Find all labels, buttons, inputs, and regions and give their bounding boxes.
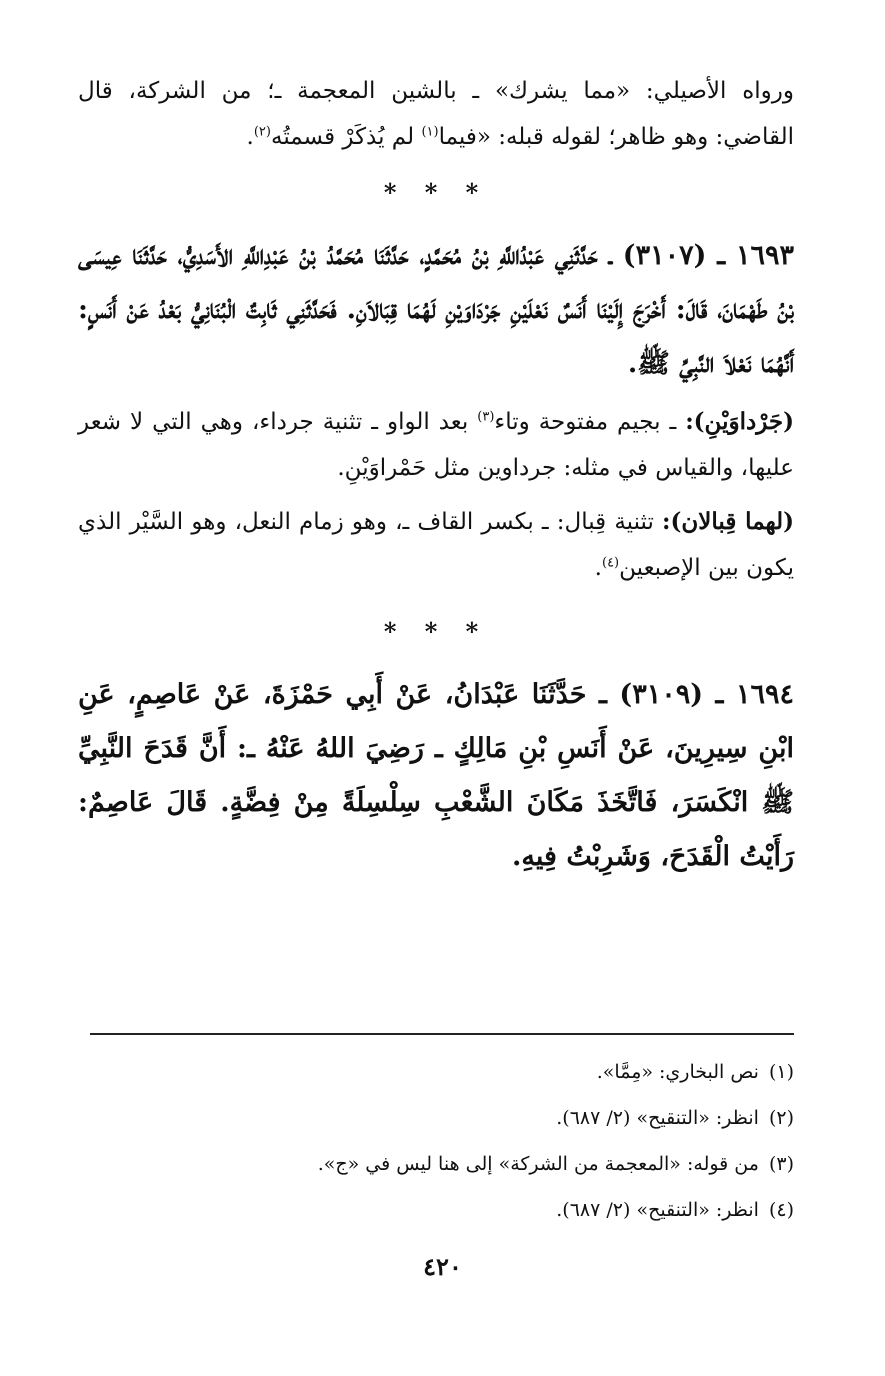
- page-number: ٤٢٠: [423, 1252, 462, 1281]
- explanation-jardawayn: [78, 399, 794, 491]
- footnote-text: انظر: «التنقيح» (٢/ ٦٨٧).: [556, 1199, 759, 1221]
- page-body: [78, 68, 794, 884]
- footnote-4: [90, 1187, 794, 1233]
- hadith-1694: ١٦٩٤ ـ (٣١٠٩) ـ حَدَّثَنَا عَبْدَانُ، عَنْ أَبِي حَمْزَةَ، عَنْ عَاصِمٍ، عَنِ ابْنِ سِيرِينَ، عَنْ أَنَسِ بْنِ مَالِكٍ ـ رَضِيَ اللهُ عَنْهُ ـ: أَنَّ قَدَحَ النَّبِيِّ ﷺ انْكَسَرَ، فَاتَّخَذَ مَكَانَ الشَّعْبِ سِلْسِلَةً مِنْ فِضَّةٍ. قَالَ عَاصِمٌ: رَأَيْتُ الْقَدَحَ، وَشَرِبْتُ فِيهِ.: [78, 679, 794, 872]
- footnotes-section: [90, 1033, 794, 1233]
- footnote-1: [90, 1049, 794, 1095]
- intro-text-3: .: [246, 124, 254, 150]
- explanation-qibalan: [78, 499, 794, 591]
- footnote-text: من قوله: «المعجمة من الشركة» إلى هنا ليس في «ج».: [317, 1153, 759, 1175]
- footnote-number: (٢): [768, 1107, 794, 1129]
- explanation-text-2b: .: [594, 555, 602, 581]
- footnote-text: انظر: «التنقيح» (٢/ ٦٨٧).: [556, 1107, 759, 1129]
- footnote-text: نص البخاري: «مِمَّا».: [596, 1061, 759, 1083]
- footnote-number: (٣): [768, 1153, 794, 1175]
- footnote-ref-4[interactable]: (٤): [601, 555, 620, 571]
- footnote-3: [90, 1141, 794, 1187]
- footnote-2: [90, 1095, 794, 1141]
- intro-paragraph: [78, 68, 794, 160]
- section-separator-1: * * *: [383, 178, 489, 207]
- explanation-text-2: تثنية قِبال: ـ بكسر القاف ـ، وهو زمام النعل، وهو السَّيْر الذي يكون بين الإصبعين: [78, 509, 794, 581]
- footnote-ref-2[interactable]: (٢): [253, 124, 271, 140]
- footnote-ref-3[interactable]: (٣): [477, 409, 495, 425]
- intro-text-2: لم يُذكَرْ قسمتُه: [270, 124, 422, 150]
- explanation-term-2: (لهما قِبالان):: [662, 508, 794, 535]
- explanation-term-1: (جَرْداوَيْنِ):: [685, 408, 794, 435]
- footnote-ref-1[interactable]: (١): [421, 124, 439, 140]
- explanation-text-1b: بعد الواو ـ تثنية جرداء، وهي التي لا شعر عليها، والقياس في مثله: جرداوين مثل حَمْراوَيْنِ.: [78, 409, 794, 481]
- hadith-1693: ١٦٩٣ ـ (٣١٠٧) ـ حَدَّثَنِي عَبْدُاللَّهِ بْنُ مُحَمَّدٍ، حَدَّثَنَا مُحَمَّدُ بْنُ عَبْدِاللَّهِ الأَسَدِيُّ، حَدَّثَنَا عِيسَى بْنُ طَهْمَانَ، قَالَ: أَخْرَجَ إِلَيْنَا أَنَسٌ نَعْلَيْنِ جَرْدَاوَيْنِ لَهُمَا قِبَالاَنِ. فَحَدَّثَنِي ثَابِتٌ الْبُنَانِيُّ بَعْدُ عَنْ أَنَسٍ: أَنَّهُمَا نَعْلاَ النَّبِيِّ ﷺ.: [78, 240, 794, 379]
- footnote-number: (١): [768, 1061, 794, 1083]
- footnote-number: (٤): [768, 1199, 794, 1221]
- explanation-text-1: ـ بجيم مفتوحة وتاء: [494, 409, 686, 435]
- section-separator-2: * * *: [383, 617, 489, 646]
- intro-text: ورواه الأصيلي: «مما يشرك» ـ بالشين المعجمة ـ؛ من الشركة، قال القاضي: وهو ظاهر؛ لقوله قبله: «فيما: [78, 78, 794, 150]
